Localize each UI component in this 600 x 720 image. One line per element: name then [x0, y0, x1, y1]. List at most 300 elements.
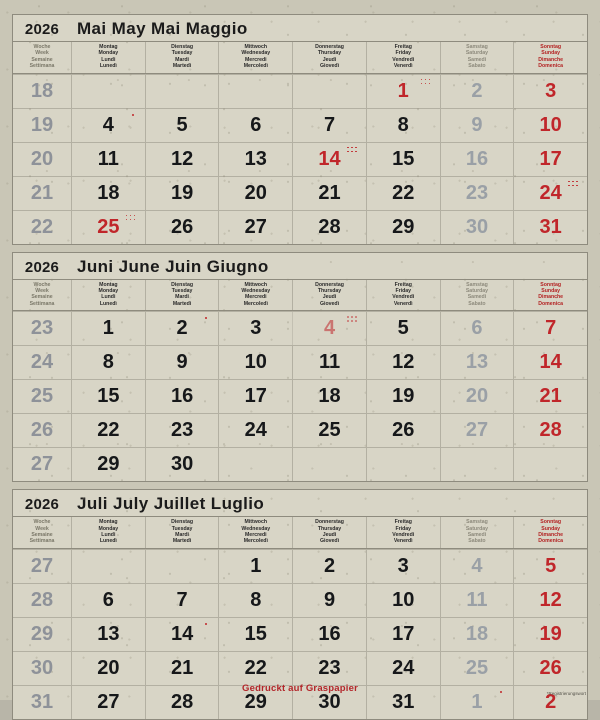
week-header-line: Semaine	[31, 56, 53, 63]
day-cell	[218, 177, 292, 210]
week-row	[13, 74, 587, 108]
day-name-line-it: Martedì	[172, 300, 192, 307]
week-row	[13, 651, 587, 685]
day-number: 19	[392, 385, 415, 408]
day-name-line-fr: Mercredi	[244, 294, 267, 301]
day-cell	[513, 109, 587, 142]
day-number: 25	[318, 419, 341, 442]
day-cell	[292, 652, 366, 685]
day-name-line-it: Giovedì	[320, 63, 340, 70]
day-number: 20	[97, 656, 120, 679]
month-title: Juni June Juin Giugno	[77, 256, 269, 276]
day-cell	[292, 75, 366, 108]
day-number: 24	[539, 181, 562, 204]
week-row	[13, 447, 587, 481]
day-name-line-en: Wednesday	[241, 50, 271, 57]
day-number: 1	[471, 690, 483, 713]
day-number: 17	[392, 622, 415, 645]
day-name-line-en: Thursday	[317, 50, 342, 57]
day-cell	[513, 312, 587, 345]
holiday-dot-icon	[205, 623, 207, 625]
day-cell	[218, 380, 292, 413]
day-name-thursday	[292, 517, 366, 548]
day-number: 6	[471, 317, 483, 340]
day-cell	[145, 414, 219, 447]
week-row	[13, 379, 587, 413]
day-name-line-en: Saturday	[465, 50, 489, 57]
day-cell	[145, 177, 219, 210]
day-cell	[366, 380, 440, 413]
day-number: 28	[539, 419, 562, 442]
day-name-line-en: Tuesday	[171, 288, 193, 295]
week-number: 23	[30, 317, 54, 340]
day-name-line-it: Domenica	[538, 538, 564, 545]
day-name-line-en: Saturday	[465, 525, 489, 532]
day-number: 26	[392, 419, 415, 442]
day-name-line-fr: Jeudi	[322, 56, 337, 63]
day-number: 9	[323, 588, 336, 611]
day-cell	[71, 380, 145, 413]
week-number: 19	[30, 113, 54, 136]
day-name-tuesday	[145, 42, 219, 73]
day-number: 29	[244, 690, 267, 713]
day-number: 12	[170, 147, 194, 170]
day-name-line-it: Venerdì	[393, 300, 413, 307]
day-number: 20	[244, 181, 267, 204]
day-name-line-fr: Dimanche	[538, 532, 564, 539]
day-name-line-it: Sabato	[468, 300, 486, 307]
day-name-line-it: Lunedì	[99, 300, 117, 307]
week-row	[13, 413, 587, 447]
day-name-line-de: Mittwoch	[244, 281, 268, 288]
day-name-line-fr: Samedi	[467, 294, 487, 301]
week-row	[13, 176, 587, 210]
day-number: 22	[97, 419, 120, 442]
day-number: 10	[392, 588, 415, 611]
day-name-line-de: Montag	[99, 519, 118, 526]
day-cell	[71, 448, 145, 481]
day-name-line-de: Freitag	[394, 281, 412, 288]
day-cell	[292, 177, 366, 210]
week-row	[13, 345, 587, 379]
day-number: 28	[170, 690, 194, 713]
day-name-row	[13, 42, 587, 74]
day-name-line-it: Venerdì	[393, 63, 413, 70]
day-cell	[292, 584, 366, 617]
day-number: 11	[318, 351, 341, 374]
day-cell	[145, 312, 219, 345]
day-number: 31	[392, 690, 415, 713]
day-cell	[218, 211, 292, 244]
week-number: 27	[30, 554, 54, 577]
day-name-line-it: Giovedì	[320, 538, 340, 545]
day-cell	[145, 211, 219, 244]
month-title: Mai May Mai Maggio	[77, 19, 248, 38]
month-title: Juli July Juillet Luglio	[77, 494, 265, 514]
day-cell	[218, 652, 292, 685]
day-number: 29	[97, 453, 120, 476]
day-cell	[71, 584, 145, 617]
day-number: 27	[244, 215, 267, 238]
week-row	[13, 142, 587, 176]
day-name-line-fr: Lundi	[101, 56, 116, 63]
day-number: 14	[170, 622, 194, 645]
day-cell	[513, 75, 587, 108]
day-number: 3	[545, 79, 557, 102]
day-cell	[218, 312, 292, 345]
day-cell	[366, 618, 440, 651]
week-number: 25	[30, 385, 54, 408]
day-name-saturday	[440, 517, 514, 548]
day-cell	[218, 448, 292, 481]
day-name-line-fr: Dimanche	[538, 294, 564, 301]
day-cell	[440, 143, 514, 176]
day-name-line-fr: Samedi	[467, 532, 487, 539]
day-cell	[145, 380, 219, 413]
day-name-line-de: Donnerstag	[315, 281, 344, 288]
day-name-line-de: Samstag	[466, 519, 488, 526]
day-cell	[513, 618, 587, 651]
day-number: 25	[97, 215, 120, 238]
month-block	[12, 252, 588, 483]
day-cell	[366, 211, 440, 244]
day-name-line-fr: Mercredi	[244, 56, 267, 63]
day-cell	[440, 618, 514, 651]
day-cell	[71, 550, 145, 583]
day-cell	[292, 109, 366, 142]
day-name-line-it: Mercoledì	[243, 63, 268, 70]
page-footer	[0, 683, 600, 694]
holiday-dots-icon	[568, 181, 578, 191]
day-name-line-en: Friday	[395, 288, 412, 295]
day-cell	[71, 211, 145, 244]
day-number: 9	[471, 113, 483, 136]
day-cell	[292, 143, 366, 176]
day-number: 17	[244, 385, 267, 408]
day-number: 21	[170, 656, 194, 679]
day-number: 6	[102, 588, 114, 611]
day-name-line-fr: Vendredi	[392, 56, 415, 63]
day-number: 1	[250, 554, 262, 577]
day-cell	[513, 414, 587, 447]
week-header-line: Week	[35, 50, 49, 57]
day-cell	[292, 312, 366, 345]
day-name-friday	[366, 517, 440, 548]
week-header-line: Woche	[33, 44, 51, 50]
week-number: 20	[30, 147, 54, 170]
day-name-line-de: Sonntag	[540, 281, 562, 288]
day-name-line-en: Saturday	[465, 288, 489, 295]
footer-note: Gedruckt auf Graspapier	[242, 683, 358, 694]
day-number: 10	[539, 113, 562, 136]
day-name-line-en: Tuesday	[171, 525, 193, 532]
day-name-line-en: Wednesday	[241, 525, 271, 532]
month-header	[13, 490, 587, 517]
day-number: 2	[545, 690, 557, 713]
day-cell	[366, 584, 440, 617]
holiday-dot-icon	[132, 114, 134, 116]
day-number: 4	[471, 554, 483, 577]
day-number: 3	[250, 317, 262, 340]
day-cell	[145, 618, 219, 651]
day-number: 4	[323, 317, 336, 340]
day-number: 18	[97, 181, 120, 204]
year-label: 2026	[24, 21, 60, 38]
month-block	[12, 14, 588, 245]
day-cell	[145, 75, 219, 108]
day-cell	[145, 584, 219, 617]
day-number: 12	[392, 351, 415, 374]
day-cell	[366, 652, 440, 685]
day-name-line-de: Freitag	[394, 44, 412, 50]
day-number: 10	[244, 351, 267, 374]
day-name-line-it: Martedì	[172, 63, 192, 70]
week-header-line: Semaine	[31, 294, 53, 301]
day-name-line-it: Mercoledì	[243, 538, 268, 545]
day-name-line-de: Samstag	[466, 281, 488, 288]
day-name-line-it: Sabato	[468, 63, 486, 70]
day-cell	[292, 414, 366, 447]
day-name-sunday	[513, 42, 587, 73]
day-name-line-fr: Lundi	[101, 294, 116, 301]
day-number: 3	[397, 554, 409, 577]
day-name-wednesday	[218, 42, 292, 73]
week-row	[13, 583, 587, 617]
day-cell	[513, 652, 587, 685]
day-name-line-fr: Jeudi	[322, 294, 337, 301]
day-cell	[292, 618, 366, 651]
day-cell	[145, 652, 219, 685]
day-number: 8	[250, 588, 262, 611]
day-name-line-fr: Mercredi	[244, 532, 267, 539]
day-name-saturday	[440, 280, 514, 311]
week-header-line: Woche	[33, 519, 51, 526]
day-cell	[440, 584, 514, 617]
day-cell	[513, 346, 587, 379]
day-name-line-fr: Vendredi	[392, 294, 415, 301]
day-number: 18	[318, 385, 341, 408]
day-cell	[440, 414, 514, 447]
day-number: 2	[176, 317, 188, 340]
day-cell	[366, 177, 440, 210]
day-name-line-en: Wednesday	[241, 288, 271, 295]
day-number: 6	[250, 113, 262, 136]
day-cell	[513, 550, 587, 583]
week-number: 24	[30, 351, 54, 374]
day-number: 22	[392, 181, 415, 204]
day-name-friday	[366, 42, 440, 73]
day-number: 5	[176, 113, 188, 136]
day-cell	[292, 346, 366, 379]
day-cell	[292, 380, 366, 413]
day-number: 26	[539, 656, 562, 679]
day-cell	[440, 211, 514, 244]
day-number: 2	[471, 79, 483, 102]
day-cell	[440, 448, 514, 481]
week-header-line: Settimana	[29, 538, 55, 545]
week-column-header	[13, 517, 71, 548]
day-number: 16	[465, 147, 489, 170]
day-number: 16	[170, 385, 194, 408]
day-cell	[71, 75, 145, 108]
day-cell	[145, 550, 219, 583]
day-cell	[71, 652, 145, 685]
day-name-line-en: Thursday	[317, 288, 342, 295]
day-name-line-it: Martedì	[172, 538, 192, 545]
week-number: 26	[30, 419, 54, 442]
day-number: 13	[97, 622, 120, 645]
day-name-row	[13, 517, 587, 549]
day-cell	[440, 75, 514, 108]
day-number: 4	[102, 113, 114, 136]
day-cell	[440, 109, 514, 142]
day-cell	[513, 448, 587, 481]
day-number: 23	[318, 656, 341, 679]
day-cell	[71, 143, 145, 176]
day-name-line-de: Dienstag	[171, 44, 194, 50]
day-name-thursday	[292, 42, 366, 73]
day-cell	[440, 346, 514, 379]
day-cell	[145, 109, 219, 142]
day-cell	[218, 346, 292, 379]
day-cell	[366, 550, 440, 583]
week-header-line: Settimana	[29, 63, 55, 70]
month-header	[13, 253, 587, 280]
day-name-line-it: Domenica	[538, 300, 564, 307]
week-row	[13, 617, 587, 651]
day-number: 19	[170, 181, 194, 204]
day-name-line-en: Friday	[395, 525, 412, 532]
day-name-line-fr: Lundi	[101, 532, 116, 539]
day-name-line-en: Friday	[395, 50, 412, 57]
day-name-wednesday	[218, 517, 292, 548]
week-number: 21	[30, 181, 54, 204]
day-name-line-fr: Samedi	[467, 56, 487, 63]
holiday-dots-icon	[126, 215, 136, 225]
day-number: 30	[318, 690, 341, 713]
day-cell	[71, 346, 145, 379]
day-name-line-fr: Vendredi	[392, 532, 415, 539]
day-name-line-it: Mercoledì	[243, 300, 268, 307]
week-header-line: Week	[35, 525, 49, 532]
day-name-line-it: Domenica	[538, 63, 564, 70]
day-name-line-en: Monday	[98, 50, 119, 57]
day-name-monday	[71, 280, 145, 311]
day-cell	[366, 346, 440, 379]
day-cell	[292, 448, 366, 481]
day-name-line-it: Lunedì	[99, 538, 117, 545]
day-cell	[513, 177, 587, 210]
day-name-line-de: Montag	[99, 281, 118, 288]
year-label: 2026	[24, 496, 60, 514]
day-number: 11	[97, 147, 119, 170]
day-name-line-it: Giovedì	[320, 300, 340, 307]
day-name-line-it: Venerdì	[393, 538, 413, 545]
day-number: 5	[545, 554, 557, 577]
week-number: 30	[30, 656, 54, 679]
day-name-tuesday	[145, 280, 219, 311]
day-name-line-de: Dienstag	[171, 281, 194, 288]
day-cell	[366, 143, 440, 176]
day-number: 7	[176, 588, 188, 611]
day-cell	[366, 75, 440, 108]
day-number: 8	[397, 113, 409, 136]
day-number: 1	[397, 79, 409, 102]
day-name-line-fr: Mardi	[175, 56, 189, 63]
day-number: 15	[244, 622, 267, 645]
week-column-header	[13, 42, 71, 73]
day-cell	[292, 211, 366, 244]
day-cell	[218, 109, 292, 142]
week-header-line: Settimana	[29, 300, 55, 307]
day-name-line-de: Freitag	[394, 519, 412, 526]
day-number: 14	[539, 351, 562, 374]
day-name-line-en: Tuesday	[171, 50, 193, 57]
week-header-line: Week	[35, 288, 49, 295]
day-name-line-it: Sabato	[468, 538, 486, 545]
day-name-sunday	[513, 517, 587, 548]
day-cell	[440, 652, 514, 685]
day-name-line-de: Samstag	[466, 44, 488, 50]
day-name-line-en: Monday	[98, 288, 119, 295]
day-cell	[71, 109, 145, 142]
day-number: 13	[465, 351, 489, 374]
week-row	[13, 549, 587, 583]
day-number: 8	[102, 351, 114, 374]
day-name-line-en: Sunday	[541, 288, 561, 295]
day-number: 16	[318, 622, 341, 645]
day-cell	[513, 143, 587, 176]
day-cell	[440, 550, 514, 583]
day-number: 27	[97, 690, 120, 713]
day-number: 26	[170, 215, 194, 238]
week-column-header	[13, 280, 71, 311]
day-cell	[71, 618, 145, 651]
holiday-dots-icon	[421, 79, 431, 89]
day-number: 15	[392, 147, 415, 170]
day-cell	[71, 312, 145, 345]
day-cell	[218, 550, 292, 583]
holiday-dots-icon	[347, 147, 357, 157]
day-name-line-de: Mittwoch	[244, 519, 268, 526]
day-cell	[366, 414, 440, 447]
day-name-line-fr: Mardi	[175, 532, 189, 539]
months-container	[12, 14, 588, 720]
day-cell	[218, 414, 292, 447]
day-name-saturday	[440, 42, 514, 73]
day-name-line-fr: Jeudi	[322, 532, 337, 539]
day-cell	[71, 414, 145, 447]
holiday-dot-icon	[205, 317, 207, 319]
day-cell	[218, 584, 292, 617]
week-number: 22	[30, 215, 54, 238]
day-number: 24	[244, 419, 267, 442]
day-name-line-en: Sunday	[541, 50, 561, 57]
month-header	[13, 15, 587, 42]
day-cell	[218, 618, 292, 651]
day-name-line-it: Lunedì	[99, 63, 117, 70]
day-name-line-de: Donnerstag	[315, 519, 344, 526]
day-number: 28	[318, 215, 341, 238]
day-name-sunday	[513, 280, 587, 311]
week-number: 31	[30, 690, 54, 713]
day-number: 12	[539, 588, 562, 611]
week-row	[13, 311, 587, 345]
day-number: 9	[176, 351, 188, 374]
day-number: 5	[397, 317, 409, 340]
day-number: 23	[465, 181, 489, 204]
day-cell	[513, 584, 587, 617]
